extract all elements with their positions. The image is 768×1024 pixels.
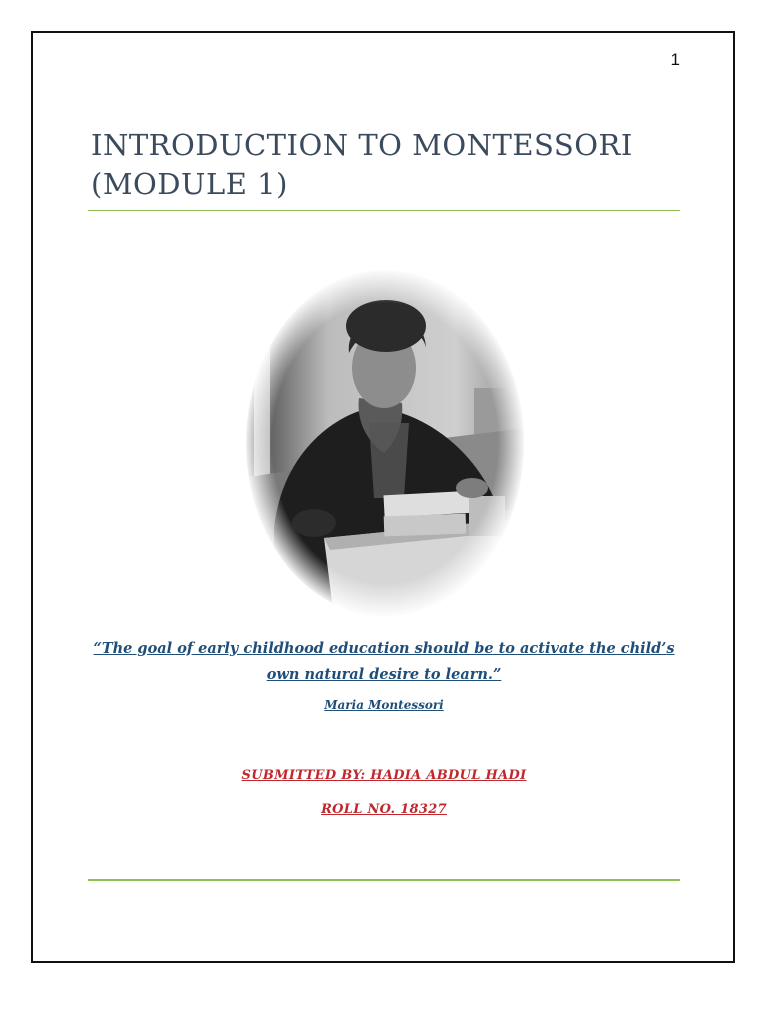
quote-author: Maria Montessori (324, 698, 444, 712)
title-line-1: INTRODUCTION TO MONTESSORI (91, 128, 633, 162)
quote-line-2: own natural desire to learn.” (266, 666, 502, 683)
quote-text (90, 636, 678, 688)
document-title (91, 126, 691, 204)
quote-line-1: “The goal of early childhood education should be to activate the child’s (93, 640, 675, 657)
title-divider (88, 210, 680, 211)
title-line-2: (MODULE 1) (91, 167, 288, 201)
footer-divider (88, 879, 680, 881)
page-number: 1 (670, 50, 680, 69)
submitted-by: SUBMITTED BY: HADIA ABDUL HADI (241, 768, 527, 783)
portrait-photo (244, 268, 526, 618)
roll-number: ROLL NO. 18327 (321, 802, 447, 817)
